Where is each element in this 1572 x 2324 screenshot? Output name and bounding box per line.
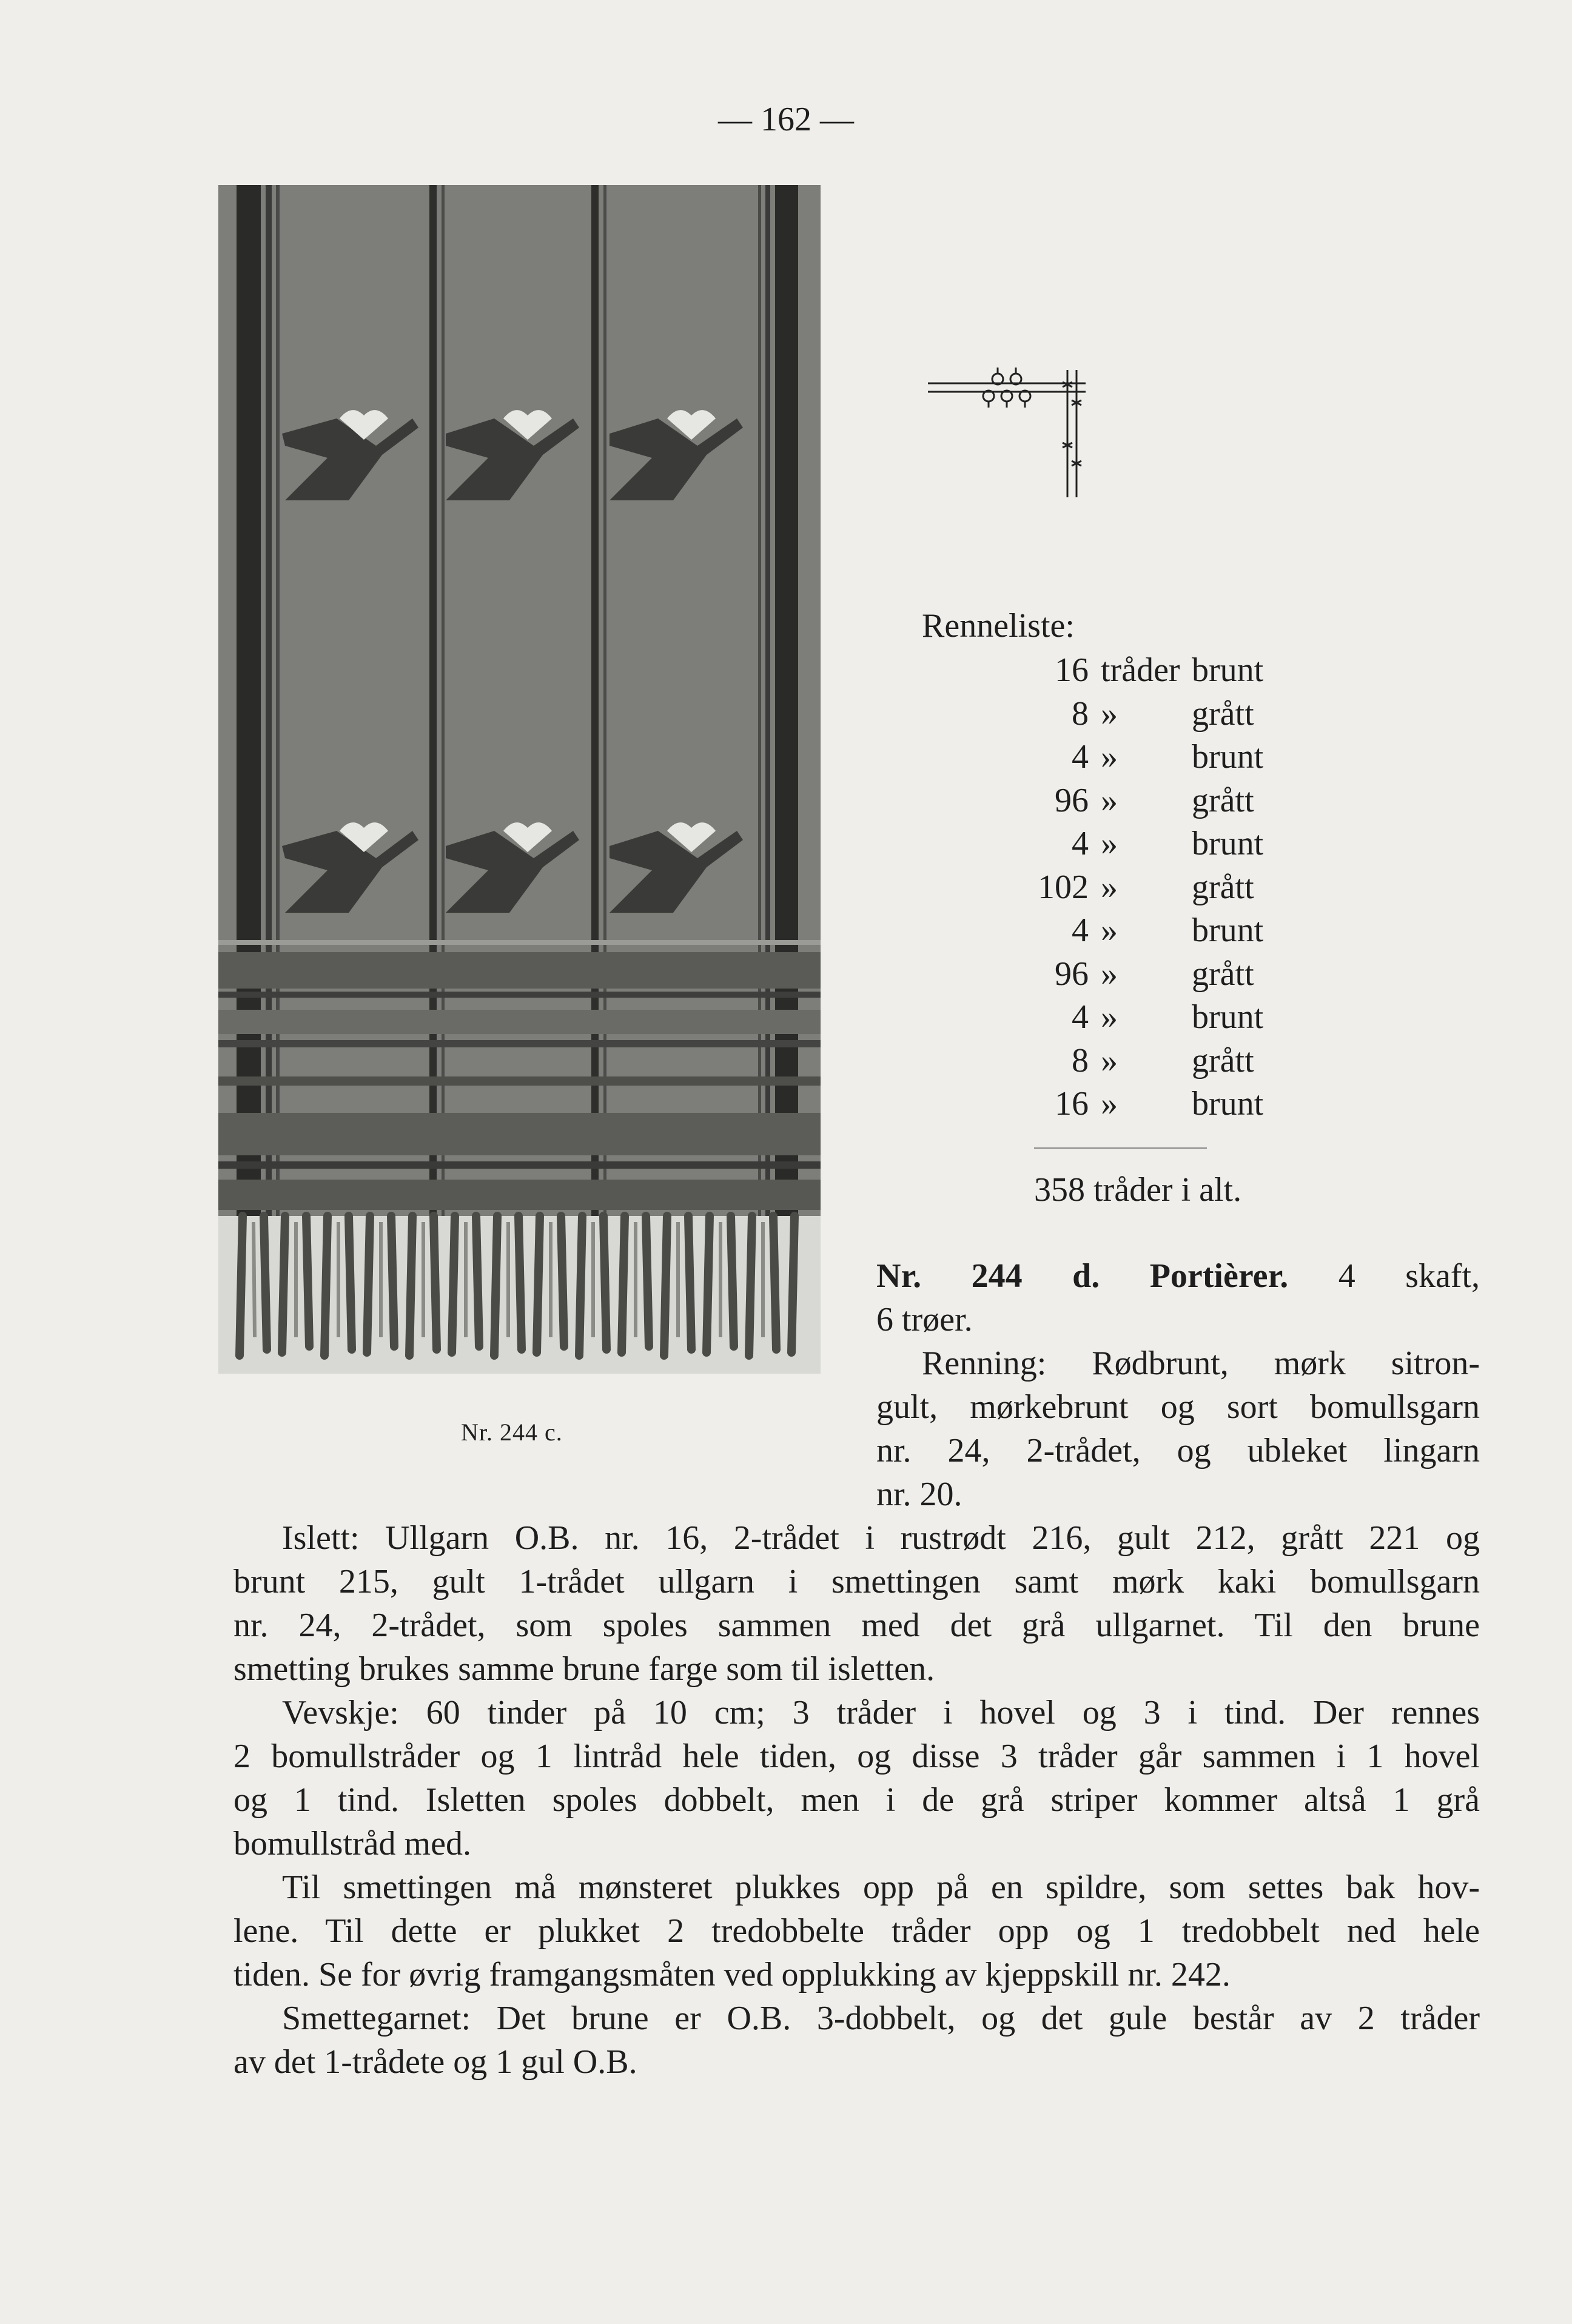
text-line: smetting brukes samme brune farge som til isletten. [233, 1650, 935, 1688]
text-line: nr. 24, 2-trådet, som spoles sammen med det grå ullgarnet. Til den brune [233, 1607, 1480, 1644]
table-row [970, 1083, 1263, 1126]
thread-unit: » [1101, 998, 1118, 1036]
article-heading [876, 1254, 1480, 1342]
thread-unit: tråder [1101, 651, 1180, 689]
table-row [970, 909, 1263, 953]
thread-unit: » [1101, 955, 1118, 993]
thread-color: brunt [1192, 912, 1264, 949]
heading-line-2: 6 trøer. [876, 1301, 973, 1338]
text-line: Vevskje: 60 tinder på 10 cm; 3 tråder i hovel og 3 i tind. Der rennes [282, 1694, 1480, 1731]
thread-count: 16 [1055, 651, 1089, 689]
thread-count: 102 [1038, 868, 1089, 906]
heading-line [876, 1254, 1480, 1298]
thread-count: 96 [1055, 781, 1089, 819]
table-row [970, 736, 1263, 779]
table-row [970, 779, 1263, 823]
text-line: Islett: Ullgarn O.B. nr. 16, 2-trådet i rustrødt 216, gult 212, grått 221 og [282, 1519, 1480, 1557]
thread-count: 4 [1072, 998, 1089, 1036]
text-line: Smettegarnet: Det brune er O.B. 3-dobbelt, og det gule består av 2 tråder [282, 2000, 1480, 2037]
text-line: gult, mørkebrunt og sort bomullsgarn [876, 1388, 1480, 1426]
table-row [970, 649, 1263, 693]
text-line: Til smettingen må mønsteret plukkes opp på en spildre, som settes bak hov- [282, 1869, 1480, 1906]
body-text [233, 1516, 1480, 2084]
thread-count: 8 [1072, 1041, 1089, 1080]
table-row [970, 1039, 1263, 1083]
thread-color: grått [1192, 1041, 1254, 1080]
text-line: brunt 215, gult 1-trådet ullgarn i smettingen samt mørk kaki bomullsgarn [233, 1563, 1480, 1600]
thread-unit: » [1101, 868, 1118, 906]
thread-color: brunt [1192, 1085, 1264, 1123]
thread-unit: » [1101, 738, 1118, 776]
text-line: av det 1-trådete og 1 gul O.B. [233, 2043, 637, 2081]
thread-color: grått [1192, 955, 1254, 993]
thread-unit: » [1101, 825, 1118, 862]
text-line: og 1 tind. Isletten spoles dobbelt, men i de grå striper kommer altså 1 grå [233, 1781, 1480, 1819]
woven-portiere-photo [218, 185, 821, 1374]
thread-color: brunt [1192, 825, 1264, 862]
thread-color: grått [1192, 868, 1254, 906]
thread-unit: » [1101, 694, 1118, 733]
thread-count: 4 [1072, 912, 1089, 949]
article-spec: 4 skaft, [1338, 1257, 1480, 1295]
thread-count: 8 [1072, 694, 1089, 733]
thread-color: brunt [1192, 738, 1264, 776]
text-line: nr. 20. [876, 1476, 962, 1513]
thread-count: 96 [1055, 955, 1089, 993]
article-number: Nr. 244 d. [876, 1257, 1100, 1295]
text-line: bomullstråd med. [233, 1825, 471, 1862]
thread-count: 4 [1072, 825, 1089, 862]
table-row [970, 866, 1263, 910]
thread-color: grått [1192, 781, 1254, 819]
thread-count: 16 [1055, 1085, 1089, 1123]
figure-caption: Nr. 244 c. [461, 1419, 563, 1446]
table-row [970, 953, 1263, 996]
text-line: Renning: Rødbrunt, mørk sitron- [922, 1345, 1480, 1382]
table-row [970, 822, 1263, 866]
article-title: Portièrer. [1149, 1257, 1289, 1295]
thread-unit: » [1101, 912, 1118, 949]
thread-color: grått [1192, 694, 1254, 733]
thread-unit: » [1101, 1085, 1118, 1123]
threading-draft-diagram [928, 358, 1110, 497]
renneliste-title: Renneliste: [922, 607, 1075, 645]
text-line: lene. Til dette er plukket 2 tredobbelte tråder opp og 1 tredobbelt ned hele [233, 1912, 1480, 1950]
text-line: nr. 24, 2-trådet, og ubleket lingarn [876, 1432, 1480, 1469]
renneliste-table [970, 649, 1263, 1126]
text-line: 2 bomullstråder og 1 lintråd hele tiden, og disse 3 tråder går sammen i 1 hovel [233, 1738, 1480, 1775]
table-row [970, 693, 1263, 736]
renneliste-total: 358 tråder i alt. [1034, 1171, 1242, 1209]
thread-count: 4 [1072, 738, 1089, 776]
text-line: tiden. Se for øvrig framgangsmåten ved opplukking av kjeppskill nr. 242. [233, 1956, 1231, 1993]
thread-unit: » [1101, 781, 1118, 819]
table-row [970, 996, 1263, 1039]
thread-unit: » [1101, 1041, 1118, 1080]
renning-paragraph [876, 1342, 1480, 1516]
thread-color: brunt [1192, 651, 1264, 689]
page-number: — 162 — [718, 101, 854, 138]
sum-divider [1034, 1147, 1207, 1149]
thread-color: brunt [1192, 998, 1264, 1036]
